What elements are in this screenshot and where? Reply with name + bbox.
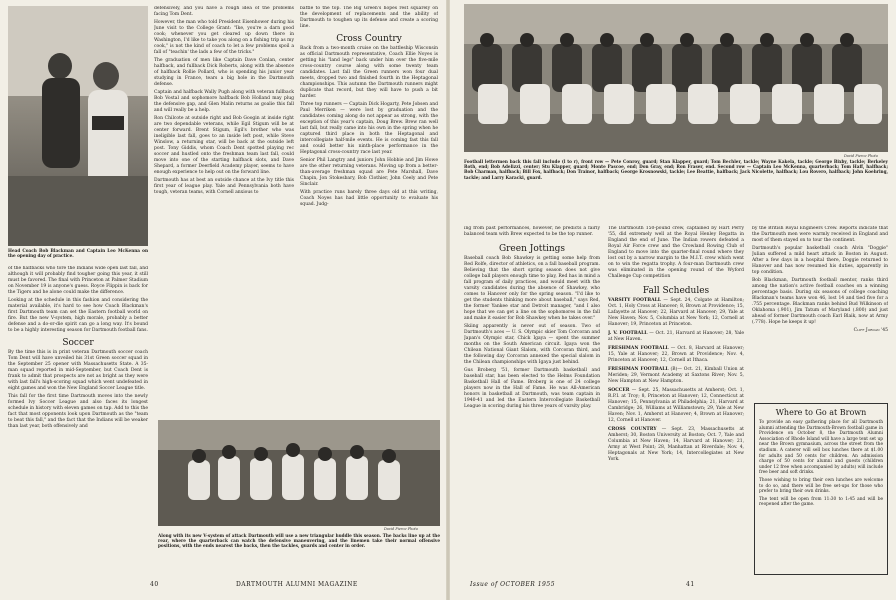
paragraph: The graduation of men like Captain Dave Conlan, center halfback, and fullback Dick Roberts, along with the absence of halfback Rollie Pollard, who is spending his junior year studying in France, tears a big hole in the Dartmouth defense. [154,58,294,87]
lettermen-photo-caption: Football lettermen back this fall include (l to r), front row — Pete Conroy, guard; Stan Klapper, guard; Tom Bechler, tackle; Wayne Kakela, tackle; George Bixby, tackle; Berkeley Roth, end; Bob Adelizzi, center; Stu Klapper, guard; Monte Pascoe, end; Don Gray, end; Ron Fraser, end. Second row — Captain Leo McKenna, quarterback; Tom Haff, halfback; Bob Charman, halfback; Bill Fox, halfback; Don Trainor, halfback; George Krosnowski, tackle; Lee Beattie, halfback; Jack Nicolette, halfback; Lou Rovero, halfback; John Koehring, tackle; and Larry Karacki, guard. [464,159,888,180]
paragraph: Dartmouth has at best an outside chance at the Ivy title this first year of league play. Yale and Pennsylvania both have tough, veteran teams, with Cornell anxious to [154,178,294,195]
left-page-number: 40 [150,581,159,588]
paragraph: Senior Phil Langtry and juniors John Hobbie and Jim Howe are the other returning veterans. Moving up from a better-than-average freshman squad are Pete Marshall, Dave Chapin, Jon Stokesbary, Bob Clothier, John Ceely and Pete Sinclair. [300,158,438,187]
where-to-go-box [754,403,888,575]
paragraph: Baseball coach Bob Shawkey is getting some help from Red Rolfe, director of athletics, on a fall baseball program. Believing that the short spring season does not give college ball players enough time to play, Red has in mind a fall program of daily practices, and would meet with the varsity candidates during the absence of Shawkey, who comes to Hanover only for the spring season. "I'd like to get the students thinking more about baseball," says Red, the former Yankee star and Detroit manager, "and I also hope that we can get a line on the sophomores in the fall and make it easier for Bob Shawkey when he takes over." [464,256,600,321]
paragraph: Dartmouth's popular basketball coach Alvin "Doggie" Julian suffered a mild heart attack in Boston in August. After a few days in a hospital there, Doggie returned to Hanover and has now resumed his duties, apparently in top condition. [752,246,888,275]
schedule-text: — Oct. 8, Harvard at Hanover; 15, Yale at Hanover; 22, Brown at Providence; Nov. 4, Princeton at Hanover; 12, Cornell at Ithaca. [608,346,744,363]
schedule-entry [608,367,744,385]
paragraph: With practice runs barely three days old at this writing, Coach Noyes has had little opportunity to evaluate his squad. Judg- [300,190,438,207]
paragraph: defensively, and you have a rough idea of the problems facing Tom Dent. [154,6,294,17]
paragraph: by the British Royal Engineers Crew. Reports indicate that the Dartmouth men were warmly received in England and most of them stayed on to tour the continent. [752,226,888,243]
lettermen-figures [464,4,888,152]
paragraph: Gus Broberg '51, former Dartmouth basketball and baseball star, has been elected to the Helms Foundation Basketball Hall of Fame. Broberg is one of 24 college players now in the Hall of Fame. He was All-American honors in basketball at Dartmouth, was team captain in 1940-41 and led the Eastern Intercollegiate Basketball League in scoring during his three years of varsity play. [464,368,600,409]
schedule-text: — Oct. 21, Harvard at Hanover; 28, Yale at New Haven. [608,331,744,342]
paragraph: of the halfbacks who tore the Indians wide open last fall, and although it will probably find tougher going this year, it still must be favored. The final with Princeton at Palmer Stadium on November 19 is anyone's guess. Royce Flippin is back for the Tigers and he alone could make the difference. [8,266,148,295]
magazine-title: DARTMOUTH ALUMNI MAGAZINE [236,581,358,588]
schedule-entry [608,427,744,463]
box-paragraph: To provide an easy gathering place for all Dartmouth alumni attending the Dartmouth-Brown football game in Providence on October 8, the Dartmouth Alumni Association of Rhode Island will have a large tent set up near the Brown gymnasium, across the street from the stadium. A caterer will sell box lunches there at $1.00 for adults and 50 cents for children. An admission charge of 50 cents for alumni and guests (children under 12 free when accompanied by adults) will include free beer and soft drinks. [759,420,883,476]
schedule-entry [608,331,744,343]
left-column-2 [154,6,294,416]
right-column-3 [752,226,888,396]
paragraph: Three top runners — Captain Dick Hogarty, Pete Jobsen and Paul Merriken — were lost by graduation and the candidates coming along do not appear as strong, with the exception of this year's captain, Doug Brew. Brew ran well last fall, but really came into his own in the spring when he captured third place in both the Heptagonal and intercollegiate half-mile events. He is coming fast this fall and could better his ninth-place performance in the Heptagonal cross-country race last year. [300,102,438,155]
left-page [0,0,446,600]
right-column-2 [608,226,744,576]
box-title: Where to Go at Brown [775,408,867,417]
right-column-1 [464,226,600,576]
huddle-photo [158,420,440,526]
paragraph: Ron Chilcote at outside right and Bob Googin at inside right are two dependable veterans, while Egil Stigum will be at center forward. Brent Stigum, Egil's brother who was ineligible last fall, goes to an inside left post, while Steve Winslow, a returning star, will be back at the outside left post. Tony Giddis, whom Coach Dent spotted playing rec soccer and hustled onto the freshman team last fall, could move into one of the starting halfback slots, and Dave Shepard, a former Deerfield Academy player, seems to have enough experience to help out on the forward line. [154,116,294,175]
box-paragraph: Those wishing to bring their own lunches are welcome to do so, and there will be free set-ups for those who prefer to bring their own drinks. [759,477,883,495]
paragraph: Back from a two-month cruise on the battleship Wisconsin as official Dartmouth representative, Coach Ellie Noyes is getting his "land legs" back under him over the five-mile cross-country course along with some twenty team candidates. Last fall the Green runners won four dual meets, dropped two and finished fourth in the Heptagonal championships. This autumn the Dartmouth runners might duplicate that record, but they will have to push a bit harder. [300,46,438,99]
right-page [450,0,896,600]
box-paragraph: The tent will be open from 11:30 to 1:45 and will be reopened after the game. [759,496,883,508]
paragraph: Skiing apparently is never out of season. Two of Dartmouth's aces — U. S. Olympic skier Tom Corcoran and Japan's Olympic star, Chick Igaya — spent the summer months on the South American circuit. Igaya won the Chilean National Giant Slalom, with Corcoran third, and the following day Corcoran annexed the special slalom in the Chilean championships with Igaya just behind. [464,324,600,365]
schedule-entry [608,388,744,424]
paragraph: By the time this is in print veteran Dartmouth soccer coach Tom Dent will have unveiled his 31st Green soccer squad in the September 25 opener with Massachusetts State. A 35-man squad reported in mid-September, but Coach Dent is frank to admit that prospects are not as bright as they were with last fall's high-scoring squad which went undefeated in eight games and won the New England Soccer League title. [8,350,148,391]
paragraph: Bob Blackman, Dartmouth football mentor, ranks third among the nation's active football coaches on a winning percentage basis. During six seasons of college coaching Blackman's teams have won 46, lost 14 and tied five for a .755 percentage. Blackman ranks behind Bud Wilkinson of Oklahoma (.901), Jim Tatum of Maryland (.800) and just ahead of former Dartmouth coach Earl Blaik, now at Army (.778). Hope he keeps it up! [752,278,888,325]
schedule-entry [608,298,744,328]
lettermen-photo [464,4,888,152]
coaches-photo-caption: Head Coach Bob Blackman and Captain Leo McKenna on the opening day of practice. [8,248,148,259]
schedule-title: VARSITY FOOTBALL [608,298,661,303]
schedule-text: — Sept. 23, Massachusetts at Amherst; 30, Boston University at Boston; Oct. 7, Yale and Columbia at New Haven; 14, Harvard at Hanover; 21, Army at West Point; 28, Manhattan at Riverdale; Nov. 4, Heptagonals at New York; 14, Intercollegiates at New York. [608,427,744,462]
lettermen-photo-credit: David Pierce Photo [844,154,878,158]
right-page-number: 41 [686,581,695,588]
paragraph: Captain and halfback Wally Pugh along with veteran fullback Bob Vostal and sophomore halfback Bob Holland may plug the defensive gap, and Glen Malin returns as goalie this fall and will really be a help. [154,90,294,113]
fall-schedules-heading: Fall Schedules [642,286,710,296]
schedule-text: — Sept. 25, Massachusetts at Amherst; Oct. 1, R.P.I. at Troy; 8, Princeton at Hanover; 12, Connecticut at Hanover; 15, Pennsylvania at Philadelphia; 21, Harvard at Cambridge; 26, Williams at Williamstown; 29, Yale at New Haven; Nov. 1, Amherst at Hanover; 4, Brown at Hanover; 12, Cornell at Hanover. [608,388,744,423]
author-signature: Cliff Jordan '45 [853,328,888,333]
schedule-text: (B)— Oct. 21, Kimball Union at Meriden; 29, Vermont Academy at Saxtons River; Nov. 5, New Hampton at New Hampton. [608,367,744,384]
cross-country-heading: Cross Country [336,34,402,44]
schedule-entry [608,346,744,364]
huddle-figures [158,420,440,526]
soccer-heading: Soccer [62,338,94,348]
green-jottings-heading: Green Jottings [498,244,566,254]
paragraph: The Dartmouth 150-pound crew, captained by Hart Perry '55, did extremely well at the Royal Henley Regatta in England the end of June. The Indian rowers defeated a Royal Air Force crew and the Crowland Rowing Club of England to move into the quarter-final round where they lost out by a narrow margin to the M.I.T. crew which went on to win the regatta trophy. A four-man Dartmouth crew was eliminated in the opening round of the Wyford Challenge Cup competition [608,226,744,279]
huddle-photo-caption: Along with its new V-system of attack Dartmouth will use a new triangular huddle this season. The backs line up at the rear, where the quarterback can watch the defensive maneuvering, and the linemen take their normal offensive positions, with the ends nearest the backs, then the tackles, guards and center in order. [158,533,440,549]
paragraph: This fall for the first time Dartmouth moves into the newly formed Ivy Soccer League and also faces its longest schedule in history with eleven games on tap. Add to this the fact that most opponents look upon Dartmouth as the "team to beat this fall," and the fact that the Indians will be weaker than last year, both offensively and [8,394,148,429]
paragraph: However, the man who told President Eisenhower during his June visit to the College Grant: "Ike, you're a darn good cook; whenever you get cleared up down there in Washington, I'd like to take you along on a fishing trip as my cook," is not the kind of coach to let a few problems spoil a fall of "teachin' the lads a few of the tricks." [154,20,294,55]
schedule-title: FRESHMAN FOOTBALL [608,367,669,372]
paragraph: Looking at the schedule in this fashion and considering the material available, it's hard to see how Coach Blackman's first Dartmouth team can set the Eastern football world on fire. But the new V-system, high morale, probably a better defense and a do-or-die spirit can go a long way. It's bound to be a highly interesting season for Dartmouth football fans. [8,298,148,333]
schedule-text: — Sept. 24, Colgate at Hamilton; Oct. 1, Holy Cross at Hanover; 8, Brown at Providence; 15, Lafayette at Hanover; 22, Harvard at Hanover; 29, Yale at New Haven; Nov. 5, Columbia at New York; 12, Cornell at Hanover; 19, Princeton at Princeton. [608,298,744,327]
schedule-title: CROSS COUNTRY [608,427,657,432]
paragraph: battle to the top. The Big Green's hopes rest squarely on the development of replacements and the ability of Dartmouth to toughen up its defense and create a scoring line. [300,6,438,29]
schedule-title: FRESHMAN FOOTBALL [608,346,669,351]
left-column-1 [8,266,148,566]
issue-date: Issue of OCTOBER 1955 [470,581,556,588]
schedule-title: J. V. FOOTBALL [608,331,648,336]
coaches-photo [8,6,148,246]
coaches-figures [8,6,148,246]
huddle-photo-credit: David Pierce Photo [384,527,418,531]
paragraph: ing from past performances, however, he predicts a fairly balanced team with Brew expected to be the top runner. [464,226,600,237]
left-column-3 [300,6,438,416]
schedule-title: SOCCER [608,388,630,393]
